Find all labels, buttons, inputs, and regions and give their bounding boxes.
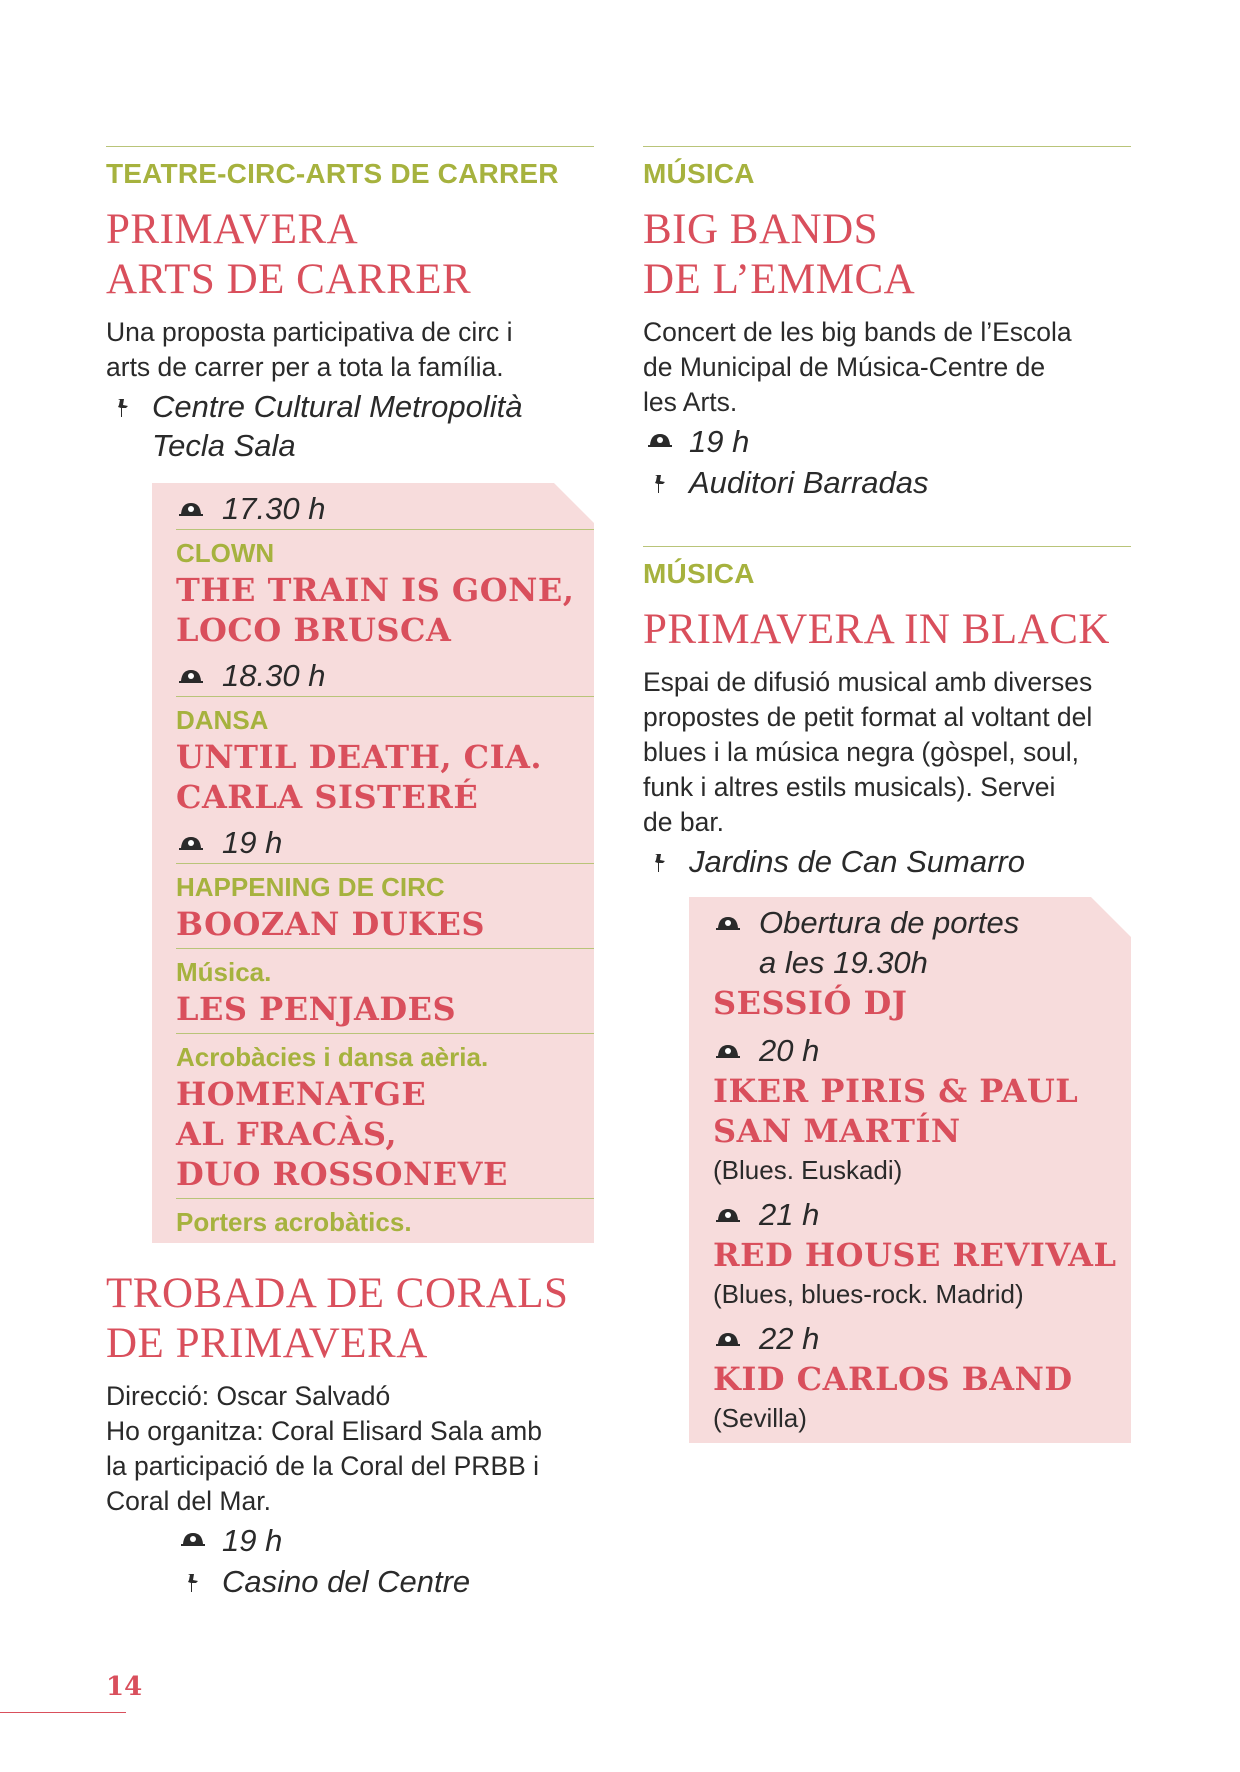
event-description — [106, 315, 594, 385]
box-corner — [554, 483, 594, 523]
event-title-line: BIG BANDS — [643, 206, 879, 253]
program-time — [713, 1195, 1131, 1235]
item-name-line: IKER PIRIS & PAUL — [713, 1072, 1079, 1110]
item-rule — [176, 863, 594, 864]
program-box — [689, 897, 1131, 1443]
program-time — [713, 1319, 1131, 1359]
item-name-line: SESSIÓ DJ — [713, 984, 908, 1022]
description-line: les Arts. — [643, 387, 738, 417]
item-name — [176, 737, 594, 817]
description-line: Coral del Mar. — [106, 1486, 271, 1516]
time-text: 18.30 h — [222, 658, 326, 693]
program-time — [176, 489, 594, 529]
item-name — [713, 1071, 1131, 1151]
page-number: 14 — [106, 1672, 143, 1702]
event-venue — [643, 463, 1131, 502]
item-rule — [176, 948, 594, 949]
description-line: de Municipal de Música-Centre de — [643, 352, 1046, 382]
right-column — [643, 146, 1131, 1443]
item-name-line: THE TRAIN IS GONE, — [176, 571, 575, 609]
event-title — [106, 205, 594, 305]
left-column — [106, 146, 594, 1601]
event-venue — [643, 842, 1131, 881]
program-time — [713, 903, 1131, 983]
event-title-line: DE PRIMAVERA — [106, 1320, 428, 1367]
bell-clock-icon — [643, 422, 677, 448]
event-title-line: ARTS DE CARRER — [106, 256, 472, 303]
event-description — [643, 315, 1131, 420]
item-name-line: HOMENATGE — [176, 1075, 427, 1113]
item-name-line: CARLA SISTERÉ — [176, 778, 479, 816]
item-name — [713, 1235, 1131, 1275]
event-time — [643, 422, 1131, 461]
program-time — [176, 656, 594, 696]
item-note: (Blues, blues-rock. Madrid) — [713, 1279, 1024, 1309]
time-text: 21 h — [759, 1197, 820, 1232]
item-category: HAPPENING DE CIRC — [176, 872, 445, 902]
page-number-rule — [0, 1712, 126, 1713]
description-line: Una proposta participativa de circ i — [106, 317, 513, 347]
time-text: 19 h — [689, 424, 750, 459]
description-line: de bar. — [643, 807, 725, 837]
event-title-line: PRIMAVERA — [106, 206, 359, 253]
time-text: 19 h — [222, 1523, 283, 1558]
item-name-line: BOOZAN DUKES — [176, 905, 485, 943]
bell-clock-icon — [176, 501, 206, 517]
map-pin-icon — [176, 1562, 210, 1594]
time-text: 17.30 h — [222, 491, 326, 526]
item-rule — [176, 1198, 594, 1199]
time-text: Obertura de portes — [759, 905, 1020, 940]
item-name — [713, 1359, 1131, 1399]
venue-line: Tecla Sala — [152, 428, 296, 463]
item-rule — [176, 1033, 594, 1034]
item-category: Porters acrobàtics. — [176, 1207, 412, 1237]
bell-clock-icon — [713, 1043, 743, 1059]
item-name — [176, 904, 594, 944]
bell-clock-icon — [176, 668, 206, 684]
event-category: MÚSICA — [643, 558, 755, 589]
description-line: arts de carrer per a tota la família. — [106, 352, 504, 382]
description-line: funk i altres estils musicals). Servei — [643, 772, 1056, 802]
event-title-line: PRIMAVERA IN BLACK — [643, 606, 1110, 653]
program-box — [152, 483, 594, 1243]
program-time — [176, 823, 594, 863]
event-title-line: DE L’EMMCA — [643, 256, 916, 303]
event-title — [106, 1269, 594, 1369]
venue-text: Jardins de Can Sumarro — [689, 844, 1025, 879]
item-rule — [176, 696, 594, 697]
item-name-line: LOCO BRUSCA — [176, 611, 452, 649]
item-name-line: AL FRACÀS, — [176, 1115, 398, 1153]
section-rule — [643, 146, 1131, 147]
description-line: Ho organitza: Coral Elisard Sala amb — [106, 1416, 542, 1446]
map-pin-icon — [106, 387, 140, 419]
item-category: CLOWN — [176, 538, 275, 568]
bell-clock-icon — [713, 1331, 743, 1347]
venue-text: Auditori Barradas — [689, 465, 929, 500]
item-name-line: SAN MARTÍN — [713, 1112, 961, 1150]
map-pin-icon — [643, 842, 677, 874]
item-category: Acrobàcies i dansa aèria. — [176, 1042, 489, 1072]
event-category: MÚSICA — [643, 158, 755, 189]
event-time — [176, 1521, 594, 1560]
time-text: a les 19.30h — [759, 945, 928, 980]
event-category: TEATRE-CIRC-ARTS DE CARRER — [106, 158, 559, 189]
description-line: Direcció: Oscar Salvadó — [106, 1381, 391, 1411]
venue-line: Centre Cultural Metropolità — [152, 389, 523, 424]
box-corner — [1091, 897, 1131, 937]
item-name — [176, 570, 594, 650]
item-name-line: LES PENJADES — [176, 990, 457, 1028]
item-name-line: DUO ROSSONEVE — [176, 1155, 508, 1193]
event-title — [643, 605, 1131, 655]
description-line: Espai de difusió musical amb diverses — [643, 667, 1093, 697]
bell-clock-icon — [176, 1521, 210, 1547]
item-name — [176, 1074, 594, 1194]
section-rule — [106, 146, 594, 147]
description-line: blues i la música negra (gòspel, soul, — [643, 737, 1080, 767]
map-pin-icon — [643, 463, 677, 495]
event-venue — [176, 1562, 594, 1601]
item-name-line: KID CARLOS BAND — [713, 1360, 1073, 1398]
section-rule — [643, 546, 1131, 547]
item-category: DANSA — [176, 705, 269, 735]
bell-clock-icon — [713, 1207, 743, 1223]
event-description — [106, 1379, 594, 1519]
event-title-line: TROBADA DE CORALS — [106, 1270, 569, 1317]
event-description — [643, 665, 1131, 840]
time-text: 22 h — [759, 1321, 820, 1356]
time-text: 20 h — [759, 1033, 820, 1068]
item-name — [176, 989, 594, 1029]
item-note: (Sevilla) — [713, 1403, 807, 1433]
item-rule — [176, 529, 594, 530]
program-time — [713, 1031, 1131, 1071]
item-name-line: RED HOUSE REVIVAL — [713, 1236, 1117, 1274]
description-line: la participació de la Coral del PRBB i — [106, 1451, 540, 1481]
item-name-line: UNTIL DEATH, CIA. — [176, 738, 543, 776]
event-title — [643, 205, 1131, 305]
description-line: propostes de petit format al voltant del — [643, 702, 1093, 732]
time-text: 19 h — [222, 825, 283, 860]
bell-clock-icon — [176, 835, 206, 851]
description-line: Concert de les big bands de l’Escola — [643, 317, 1072, 347]
event-venue — [106, 387, 594, 465]
item-note: (Blues. Euskadi) — [713, 1155, 903, 1185]
item-category: Música. — [176, 957, 272, 987]
item-name — [713, 983, 1131, 1023]
venue-text: Casino del Centre — [222, 1564, 471, 1599]
bell-clock-icon — [713, 903, 743, 931]
